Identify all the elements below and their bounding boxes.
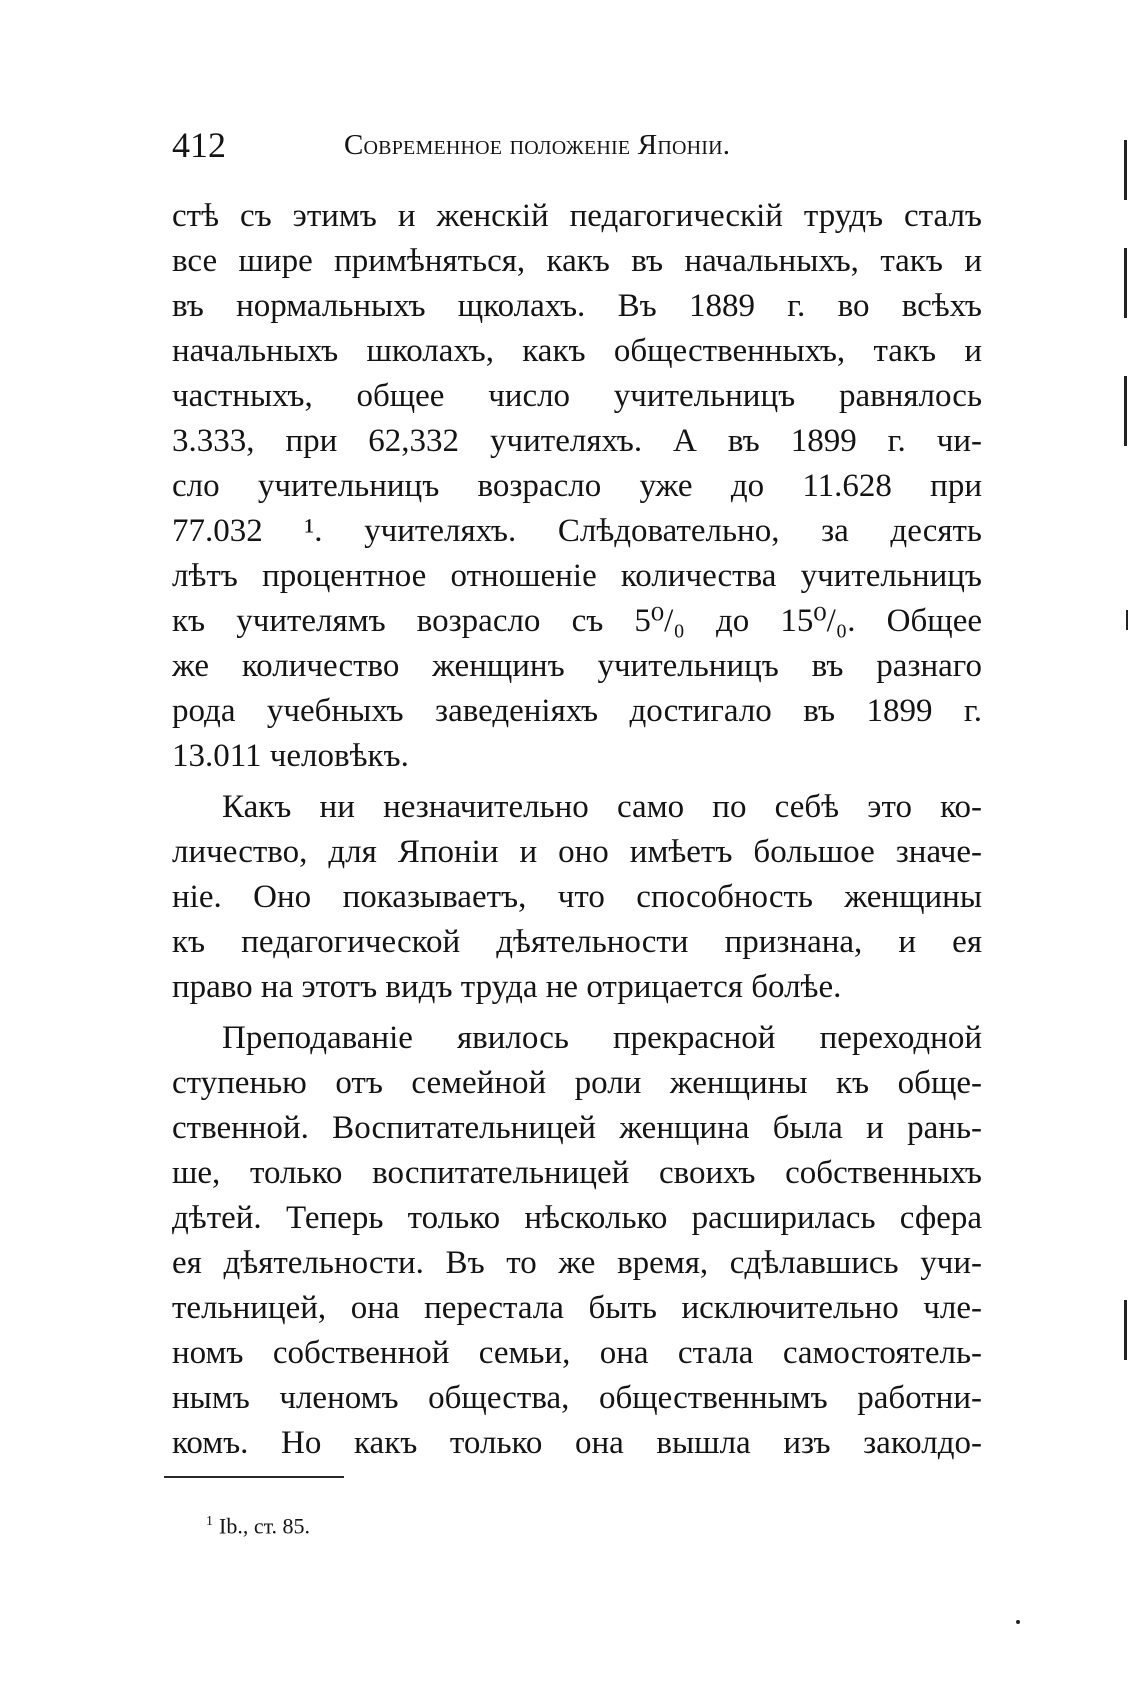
text-line: 77.032 ¹. учителяхъ. Слѣдовательно, за десять — [172, 513, 982, 549]
scan-edge-mark — [1124, 248, 1127, 318]
scan-edge-mark — [1124, 1300, 1127, 1360]
text-line: частныхъ, общее число учительницъ равнялось — [172, 378, 982, 414]
scan-edge-mark — [1124, 376, 1127, 446]
text-line: нымъ членомъ общества, общественнымъ работни- — [172, 1380, 982, 1416]
text-line: ственной. Воспитательницей женщина была и рань- — [172, 1110, 982, 1146]
text-line: начальныхъ школахъ, какъ общественныхъ, такъ и — [172, 333, 982, 369]
text-line: въ нормальныхъ щколахъ. Въ 1889 г. во всѣхъ — [172, 288, 982, 324]
text-line: 3.333, при 62,332 учителяхъ. А въ 1899 г. чи- — [172, 423, 982, 459]
running-title: Современное положеніе Японіи. — [344, 129, 731, 161]
text-line: ше, только воспитательницей своихъ собственныхъ — [172, 1155, 982, 1191]
text-line: номъ собственной семьи, она стала самостоятель- — [172, 1335, 982, 1371]
footnote-text: Ib., ст. 85. — [219, 1513, 311, 1539]
text-line: Преподаваніе явилось прекрасной переходной — [222, 1020, 982, 1056]
text-line: сло учительницъ возрасло уже до 11.628 при — [172, 468, 982, 504]
text-line: рода учебныхъ заведеніяхъ достигало въ 1899 г. — [172, 693, 982, 729]
text-line: 13.011 человѣкъ. — [172, 738, 409, 774]
text-line: дѣтей. Теперь только нѣсколько расширилась сфера — [172, 1200, 982, 1236]
text-line: право на этотъ видъ труда не отрицается болѣе. — [172, 969, 842, 1005]
text-line: все шире примѣняться, какъ въ начальныхъ, такъ и — [172, 243, 982, 279]
text-line: тельницей, она перестала быть исключительно чле- — [172, 1290, 982, 1326]
paragraph-2 — [172, 785, 982, 1010]
footnote — [206, 1508, 310, 1540]
text-line: ніе. Оно показываетъ, что способность женщины — [172, 879, 982, 915]
text-line: лѣтъ процентное отношеніе количества учительницъ — [172, 558, 982, 594]
scan-edge-mark — [1126, 610, 1128, 630]
text-line: къ учителямъ возрасло съ 5⁰/₀ до 15⁰/₀. Общее — [172, 603, 982, 639]
body-text — [172, 194, 982, 1466]
page-header — [172, 122, 982, 168]
paragraph-1 — [172, 194, 982, 779]
scan-dot — [1016, 1620, 1020, 1624]
paragraph-3 — [172, 1016, 982, 1466]
text-line: ступенью отъ семейной роли женщины къ обще- — [172, 1065, 982, 1101]
text-line: стѣ съ этимъ и женскій педагогическій трудъ сталъ — [172, 198, 982, 234]
text-line: же количество женщинъ учительницъ въ разнаго — [172, 648, 982, 684]
text-line: ея дѣятельности. Въ то же время, сдѣлавшись учи- — [172, 1245, 982, 1281]
footnote-marker: 1 — [206, 1514, 213, 1529]
text-line: Какъ ни незначительно само по себѣ это ко- — [222, 789, 982, 825]
scan-edge-mark — [1124, 140, 1127, 200]
text-line: личество, для Японіи и оно имѣетъ большое значе- — [172, 834, 982, 870]
page-number: 412 — [172, 125, 226, 165]
footnote-divider — [164, 1476, 344, 1478]
text-line: къ педагогической дѣятельности признана, и ея — [172, 924, 982, 960]
text-line: комъ. Но какъ только она вышла изъ заколдо- — [172, 1425, 982, 1461]
